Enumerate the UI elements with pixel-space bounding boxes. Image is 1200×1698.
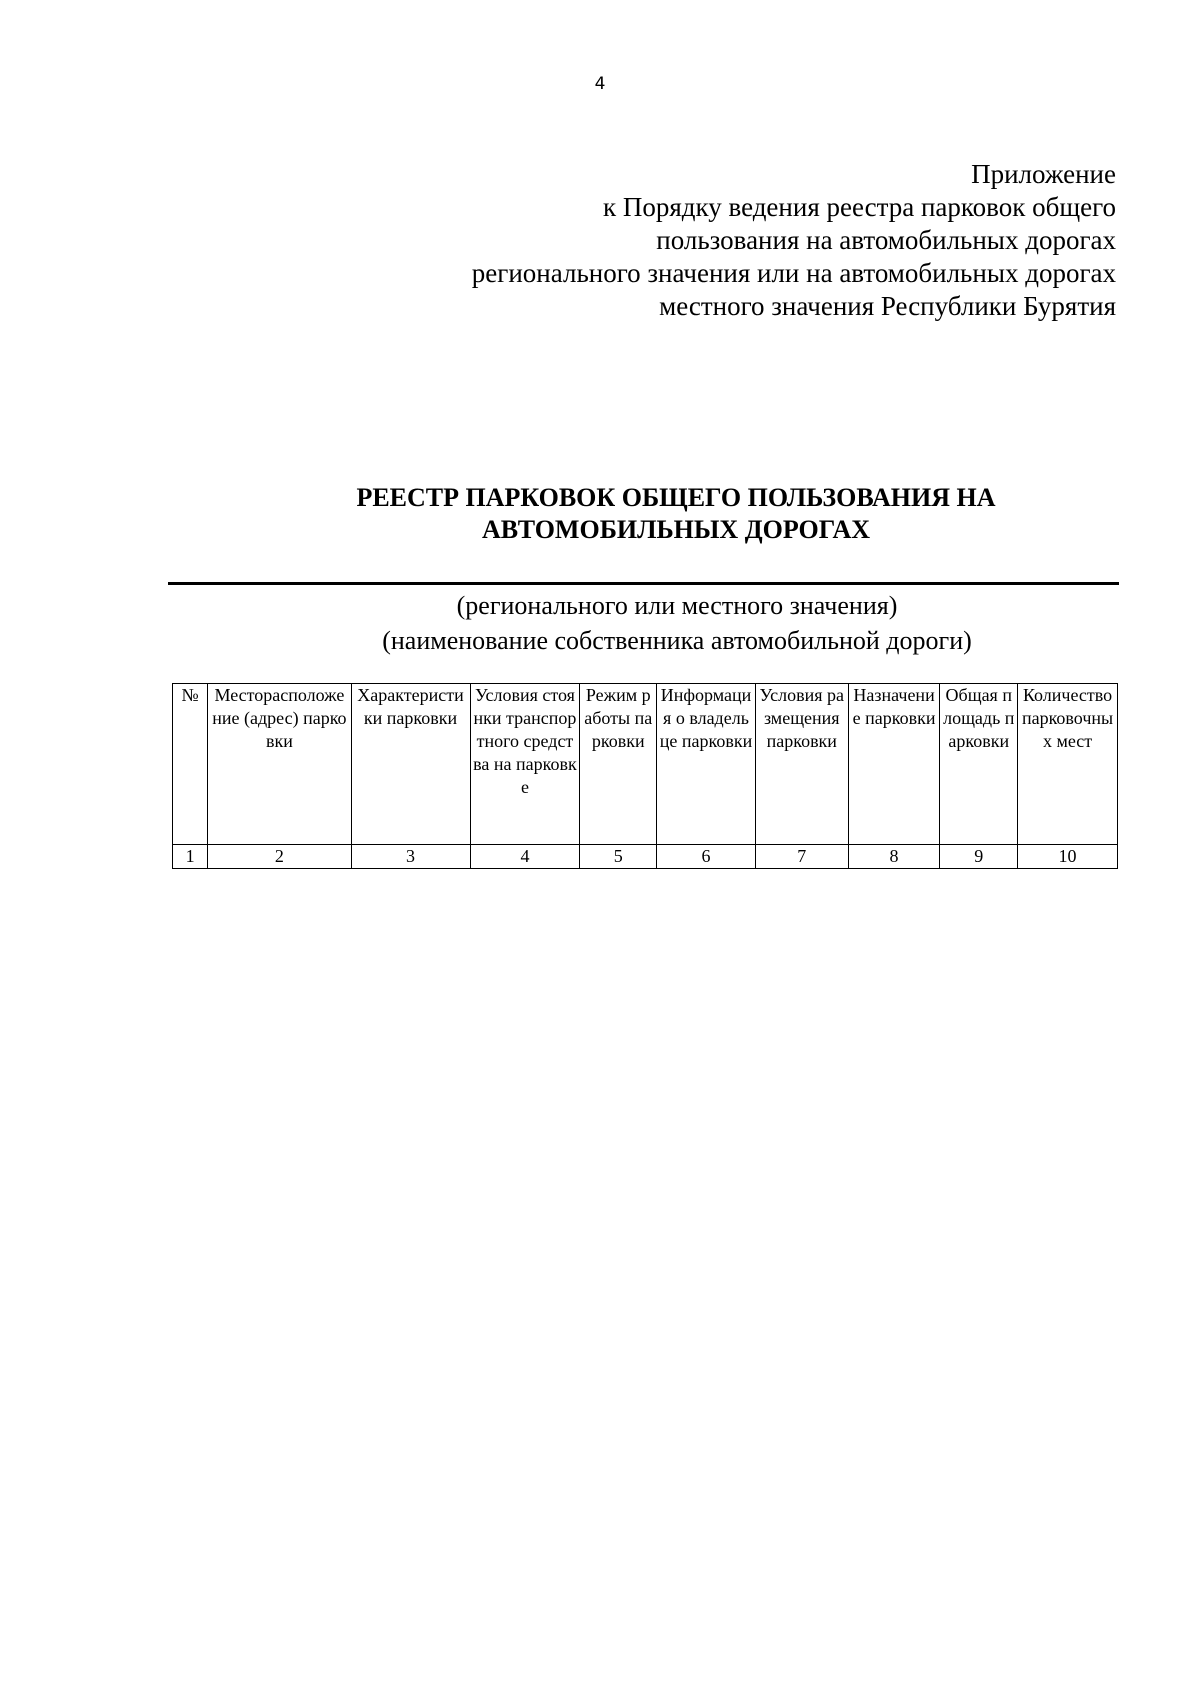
column-number-cell: 8 (848, 845, 940, 869)
appendix-line: пользования на автомобильных дорогах (656, 225, 1116, 255)
column-header-purpose: Назначение парковки (848, 684, 940, 845)
column-number-cell: 5 (580, 845, 657, 869)
column-header-location: Месторасположение (адрес) парковки (208, 684, 351, 845)
title-divider (168, 582, 1119, 585)
appendix-line: Приложение (971, 159, 1116, 189)
column-header-characteristics: Характеристики парковки (351, 684, 470, 845)
column-header-spaces-count: Количество парковочных мест (1018, 684, 1118, 845)
table-header-row (173, 684, 1118, 845)
appendix-caption (356, 158, 1116, 323)
appendix-line: местного значения Республики Бурятия (659, 291, 1116, 321)
page-number: 4 (594, 74, 606, 94)
column-number-cell: 4 (470, 845, 580, 869)
subtitle-road-significance: (регионального или местного значения) (456, 591, 898, 620)
column-number-cell: 7 (755, 845, 848, 869)
column-number-cell: 3 (351, 845, 470, 869)
column-number-cell: 1 (173, 845, 208, 869)
column-header-number: № (173, 684, 208, 845)
column-header-owner-info: Информация о владельце парковки (657, 684, 756, 845)
parking-registry-table (172, 683, 1118, 869)
table-row (173, 845, 1118, 869)
document-title-line-2: АВТОМОБИЛЬНЫХ ДОРОГАХ (481, 515, 871, 544)
column-number-cell: 10 (1018, 845, 1118, 869)
appendix-line: регионального значения или на автомобильных дорогах (471, 258, 1116, 288)
column-header-parking-conditions: Условия стоянки транспортного средства на парковке (470, 684, 580, 845)
document-subtitle (168, 588, 1186, 658)
document-title-line-1: РЕЕСТР ПАРКОВОК ОБЩЕГО ПОЛЬЗОВАНИЯ НА (356, 483, 996, 512)
column-number-cell: 6 (657, 845, 756, 869)
column-number-cell: 9 (940, 845, 1018, 869)
column-header-working-hours: Режим работы парковки (580, 684, 657, 845)
document-title (236, 482, 1116, 546)
subtitle-road-owner: (наименование собственника автомобильной дороги) (382, 626, 972, 655)
column-header-total-area: Общая площадь парковки (940, 684, 1018, 845)
column-header-placement-conditions: Условия размещения парковки (755, 684, 848, 845)
column-number-cell: 2 (208, 845, 351, 869)
appendix-line: к Порядку ведения реестра парковок общего (602, 192, 1116, 222)
